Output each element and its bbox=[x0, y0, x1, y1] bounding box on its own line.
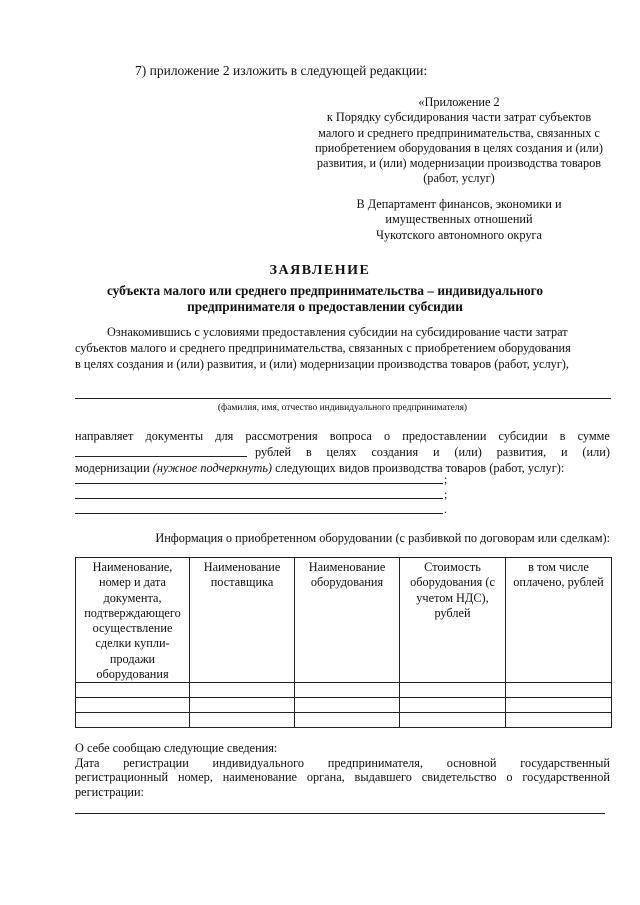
word: (или) bbox=[582, 445, 610, 459]
table-cell[interactable] bbox=[295, 713, 400, 728]
table-header-row bbox=[76, 558, 612, 683]
header-paid: в том числе оплачено, рублей bbox=[506, 558, 612, 683]
table-row bbox=[76, 683, 612, 698]
goods-field-line-1[interactable] bbox=[75, 483, 443, 484]
table-cell[interactable] bbox=[190, 683, 295, 698]
word: рублей bbox=[255, 445, 292, 459]
document-subtitle bbox=[60, 283, 590, 315]
italic-note: (нужное подчеркнуть) bbox=[152, 461, 273, 475]
sends-line-3 bbox=[75, 460, 610, 476]
period: . bbox=[444, 502, 447, 516]
table-cell[interactable] bbox=[400, 713, 506, 728]
word: индивидуального bbox=[212, 755, 305, 770]
paragraph-line: в целях создания и (или) развития, и (или) модернизации производства товаров (работ, услуг), bbox=[75, 357, 569, 371]
table-cell[interactable] bbox=[76, 713, 190, 728]
table-cell[interactable] bbox=[506, 683, 612, 698]
word: рассмотрения bbox=[245, 429, 318, 443]
paragraph-line: Ознакомившись с условиями предоставления субсидии на субсидирование части затрат bbox=[107, 325, 568, 339]
semicolon: ; bbox=[444, 472, 448, 486]
intro-paragraph bbox=[75, 324, 610, 372]
addressee-line: В Департамент финансов, экономики и bbox=[356, 197, 562, 211]
appendix-line: развития, и (или) модернизации производства товаров bbox=[316, 156, 602, 171]
text: следующих видов производства товаров (работ, услуг): bbox=[275, 461, 565, 475]
word: государственный bbox=[520, 755, 610, 770]
word: документы bbox=[145, 429, 204, 443]
about-line-2 bbox=[75, 756, 610, 771]
equipment-info-line: Информация о приобретенном оборудовании (с разбивкой по договорам или сделкам): bbox=[155, 531, 610, 545]
word: основной bbox=[446, 755, 497, 770]
word: в bbox=[305, 445, 312, 459]
table-cell[interactable] bbox=[295, 698, 400, 713]
header-cost: Стоимость оборудования (с учетом НДС), рублей bbox=[400, 558, 506, 683]
header-document: Наименование, номер и дата документа, подтверждающего осуществление сделки купли-продажи оборудования bbox=[76, 558, 190, 683]
word: модернизации bbox=[75, 461, 150, 475]
header-equipment: Наименование оборудования bbox=[295, 558, 400, 683]
table-cell[interactable] bbox=[400, 683, 506, 698]
word: предоставлении bbox=[402, 429, 487, 443]
word: для bbox=[215, 429, 234, 443]
word: о bbox=[383, 429, 391, 443]
goods-field-line-2[interactable] bbox=[75, 498, 443, 499]
word: целях bbox=[326, 445, 357, 459]
table-row bbox=[76, 713, 612, 728]
word: вопроса bbox=[329, 429, 372, 443]
word: и bbox=[561, 445, 568, 459]
table-cell[interactable] bbox=[76, 683, 190, 698]
word: направляет bbox=[75, 429, 134, 443]
about-line-4: регистрации: bbox=[75, 784, 144, 799]
table-cell[interactable] bbox=[400, 698, 506, 713]
addressee-block bbox=[330, 197, 588, 243]
equipment-table bbox=[75, 557, 612, 728]
amount-field-line[interactable] bbox=[75, 456, 247, 457]
semicolon: ; bbox=[444, 487, 448, 501]
appendix-line: (работ, услуг) bbox=[423, 171, 495, 186]
table-cell[interactable] bbox=[76, 698, 190, 713]
word: наименование bbox=[222, 770, 298, 784]
intro-line: 7) приложение 2 изложить в следующей редакции: bbox=[135, 63, 428, 78]
addressee-line: имущественных отношений bbox=[385, 212, 533, 227]
table-cell[interactable] bbox=[295, 683, 400, 698]
paragraph-line: субъектов малого и среднего предпринимательства, связанных с приобретением оборудования bbox=[75, 341, 571, 355]
subtitle-line: субъекта малого или среднего предпринимательства – индивидуального bbox=[106, 283, 544, 298]
about-line-3 bbox=[75, 770, 610, 785]
word: Дата bbox=[75, 755, 100, 770]
table-cell[interactable] bbox=[190, 713, 295, 728]
word: создания bbox=[371, 445, 419, 459]
table-row bbox=[76, 698, 612, 713]
word: регистрации bbox=[123, 755, 189, 770]
name-field-caption: (фамилия, имя, отчество индивидуального предпринимателя) bbox=[217, 403, 468, 413]
appendix-line: к Порядку субсидирования части затрат субъектов bbox=[326, 110, 592, 125]
sends-line-2 bbox=[75, 444, 610, 460]
word: и bbox=[432, 445, 440, 459]
header-supplier: Наименование поставщика bbox=[190, 558, 295, 683]
word: развития, bbox=[496, 445, 547, 459]
addressee-line: Чукотского автономного округа bbox=[376, 227, 542, 242]
word: сумме bbox=[577, 429, 610, 443]
goods-field-line-3[interactable] bbox=[75, 513, 443, 514]
word: в bbox=[559, 429, 566, 443]
word: номер, bbox=[177, 770, 213, 784]
table-cell[interactable] bbox=[506, 698, 612, 713]
sends-paragraph bbox=[75, 428, 610, 476]
appendix-line: «Приложение 2 bbox=[418, 95, 500, 109]
word: субсидии bbox=[498, 429, 548, 443]
subtitle-line: предпринимателя о предоставлении субсидии bbox=[187, 299, 463, 314]
word: предпринимателя, bbox=[327, 755, 424, 770]
about-section bbox=[75, 741, 610, 799]
word: государственной bbox=[522, 770, 610, 784]
word: органа, bbox=[306, 770, 345, 784]
table-cell[interactable] bbox=[506, 713, 612, 728]
appendix-line: малого и среднего предпринимательства, связанных с bbox=[318, 125, 600, 140]
word: выдавшего bbox=[354, 770, 412, 784]
about-line-1: О себе сообщаю следующие сведения: bbox=[75, 741, 278, 755]
name-field-line[interactable] bbox=[75, 398, 611, 399]
sends-line-1 bbox=[75, 428, 610, 444]
word: (или) bbox=[454, 445, 482, 459]
appendix-header bbox=[300, 95, 618, 187]
word: свидетельство bbox=[421, 770, 497, 784]
document-title: ЗАЯВЛЕНИЕ bbox=[269, 263, 371, 278]
word: о bbox=[506, 770, 513, 784]
table-cell[interactable] bbox=[190, 698, 295, 713]
registration-field-line[interactable] bbox=[75, 813, 605, 814]
appendix-line: приобретением оборудования в целях создания и (или) bbox=[315, 140, 603, 155]
word: регистрационный bbox=[75, 770, 169, 784]
